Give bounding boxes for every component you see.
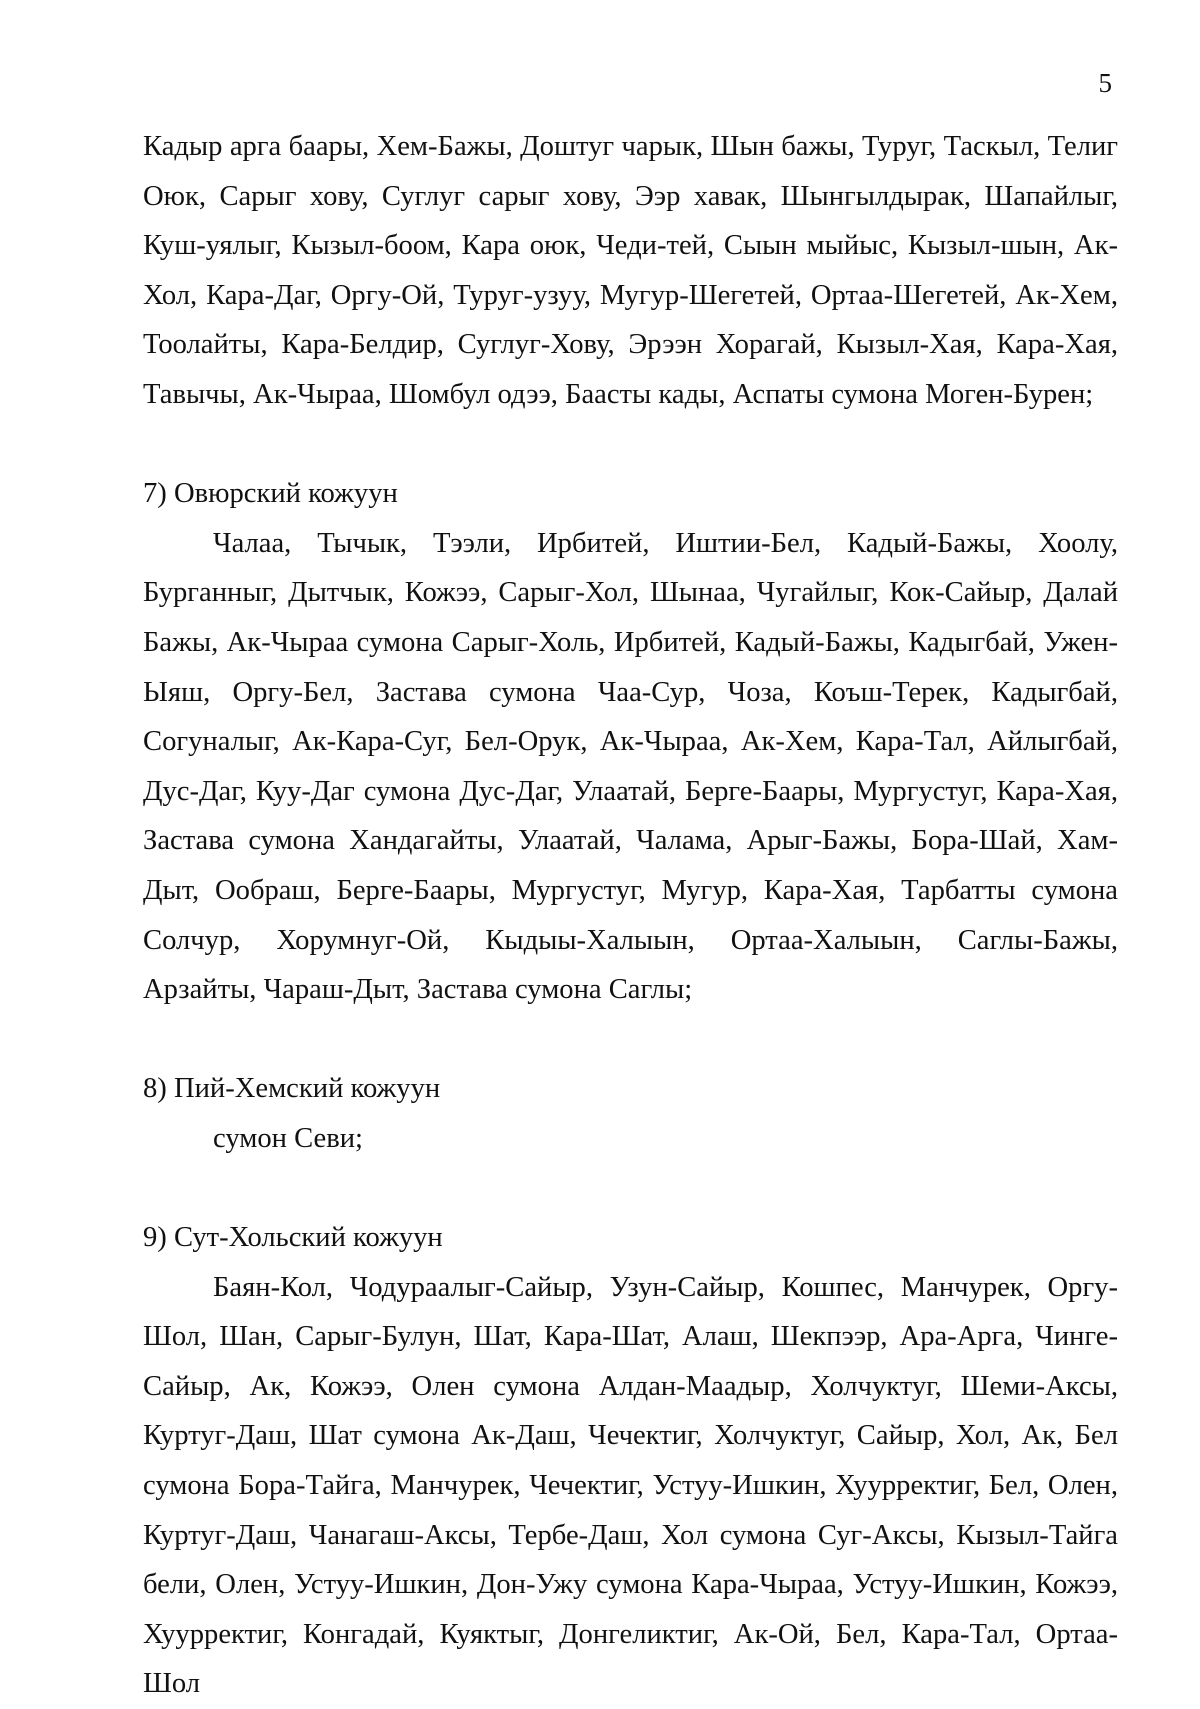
paragraph-section-8: сумон Севи;	[213, 1122, 363, 1154]
section-heading-8: 8) Пий-Хемский кожуун	[143, 1073, 441, 1105]
section-heading-9: 9) Сут-Хольский кожуун	[143, 1222, 443, 1254]
paragraph-section-7: Чалаа, Тычык, Тээли, Ирбитей, Иштии-Бел, Кадый-Бажы, Хоолу, Бурганныг, Дытчык, Кожээ, Сарыг-Хол, Шынаа, Чугайлыг, Кок-Сайыр, Далай Бажы, Ак-Чыраа сумона Сарыг-Холь, Ирбитей, Кадый-Бажы, Кадыгбай, Ужен-Ыяш, Оргу-Бел, Застава сумона Чаа-Сур, Чоза, Коъш-Терек, Кадыгбай, Согуналыг, Ак-Кара-Суг, Бел-Орук, Ак-Чыраа, Ак-Хем, Кара-Тал, Айлыгбай, Дус-Даг, Куу-Даг сумона Дус-Даг, Улаатай, Берге-Баары, Мургустуг, Кара-Хая, Застава сумона Хандагайты, Улаатай, Чалама, Арыг-Бажы, Бора-Шай, Хам-Дыт, Ообраш, Берге-Баары, Мургустуг, Мугур, Кара-Хая, Тарбатты сумона Солчур, Хорумнуг-Ой, Кыдыы-Халыын, Ортаа-Халыын, Саглы-Бажы, Арзайты, Чараш-Дыт, Застава сумона Саглы;	[143, 527, 1118, 1006]
paragraph-continued: Кадыр арга баары, Хем-Бажы, Доштуг чарык, Шын бажы, Туруг, Таскыл, Телиг Оюк, Сарыг хову, Суглуг сарыг хову, Ээр хавак, Шынгылдырак, Шапайлыг, Куш-уялыг, Кызыл-боом, Кара оюк, Чеди-тей, Сыын мыйыс, Кызыл-шын, Ак-Хол, Кара-Даг, Оргу-Ой, Туруг-узуу, Мугур-Шегетей, Ортаа-Шегетей, Ак-Хем, Тоолайты, Кара-Белдир, Суглуг-Хову, Эрээн Хорагай, Кызыл-Хая, Кара-Хая, Тавычы, Ак-Чыраа, Шомбул одээ, Баасты кады, Аспаты сумона Моген-Бурен;	[143, 131, 1118, 410]
paragraph-section-9: Баян-Кол, Чодураалыг-Сайыр, Узун-Сайыр, Кошпес, Манчурек, Оргу-Шол, Шан, Сарыг-Булун, Шат, Кара-Шат, Алаш, Шекпээр, Ара-Арга, Чинге-Сайыр, Ак, Кожээ, Олен сумона Алдан-Маадыр, Холчуктуг, Шеми-Аксы, Куртуг-Даш, Шат сумона Ак-Даш, Чечектиг, Холчуктуг, Сайыр, Хол, Ак, Бел сумона Бора-Тайга, Манчурек, Чечектиг, Устуу-Ишкин, Хуурректиг, Бел, Олен, Куртуг-Даш, Чанагаш-Аксы, Тербе-Даш, Хол сумона Суг-Аксы, Кызыл-Тайга бели, Олен, Устуу-Ишкин, Дон-Ужу сумона Кара-Чыраа, Устуу-Ишкин, Кожээ, Хуурректиг, Конгадай, Куяктыг, Донгеликтиг, Ак-Ой, Бел, Кара-Тал, Ортаа-Шол	[143, 1271, 1118, 1700]
document-body	[143, 122, 1118, 1709]
page-number: 5	[1098, 68, 1112, 98]
section-heading-7: 7) Овюрский кожуун	[143, 478, 398, 510]
